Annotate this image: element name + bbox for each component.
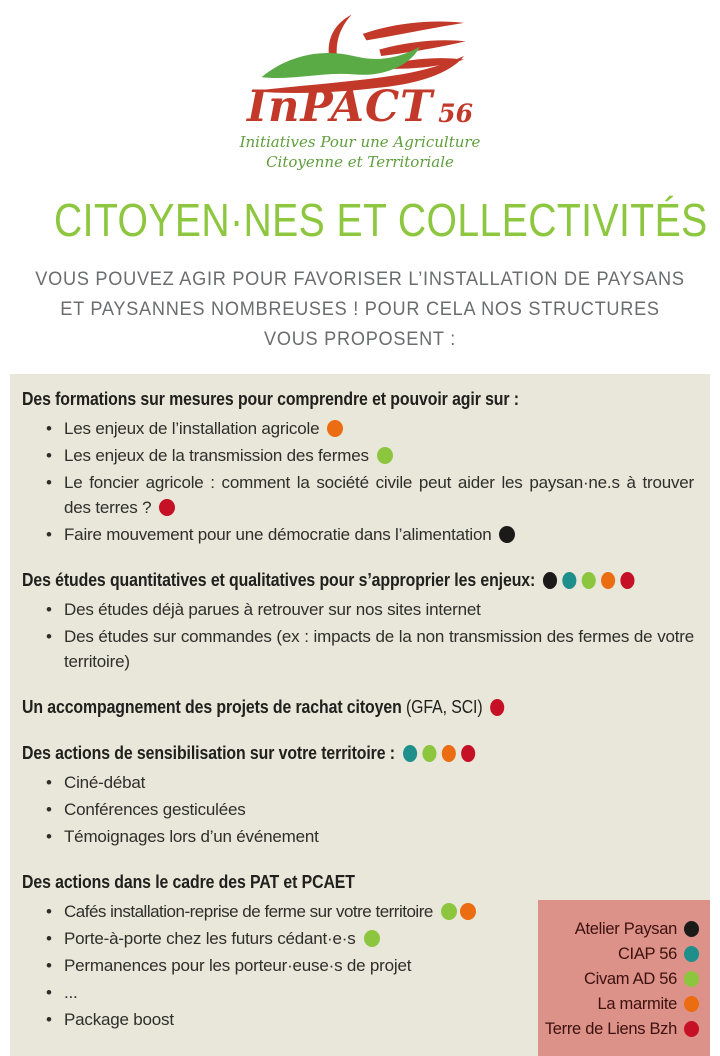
legend-box [538,900,710,1056]
red-dot [621,572,635,589]
list-item [22,624,696,674]
list-item-text: Les enjeux de la transmission des fermes [64,445,369,465]
logo-brand-text: InPACT [247,82,434,132]
teal-dot [684,946,699,962]
list-item-text: Des études sur commandes (ex : impacts de la non transmission des fermes de votre territoire) [64,626,694,671]
red-dot [461,745,475,762]
legend-label: Terre de Liens Bzh [544,1019,677,1038]
black-dot [684,921,699,937]
section-heading-text: Des études quantitatives et qualitatives pour s’approprier les enjeux: [22,569,536,590]
section-heading [22,567,615,593]
section-heading-text: Des actions de sensibilisation sur votre territoire : [22,742,395,763]
green-dot [364,930,380,947]
legend-item-atelier-paysan [544,917,699,942]
intro-text [0,264,720,354]
legend-item-ciap-56 [544,942,699,967]
section-heading [22,386,615,412]
bullet-list [22,770,696,849]
list-item-text: Cafés installation-reprise de ferme sur votre territoire [64,901,433,921]
list-item [22,416,696,441]
orange-dot [327,420,343,437]
legend-label: La marmite [597,994,677,1013]
section-heading [22,869,615,895]
legend-items [544,917,699,1042]
content-box [10,374,710,1056]
list-item-text: Package boost [64,1009,174,1029]
section-1 [22,386,696,547]
section-2 [22,567,696,674]
section-heading [22,694,615,720]
list-item-text: ... [64,982,78,1002]
intro-line-3: VOUS PROPOSENT : [264,327,456,350]
red-dot [159,499,175,516]
orange-dot [460,903,476,920]
header [0,0,720,173]
list-item [22,597,696,622]
red-dot [490,699,504,716]
list-item-text: Faire mouvement pour une démocratie dans l’alimentation [64,524,492,544]
green-dot [582,572,596,589]
list-item [22,797,696,822]
logo-tagline [0,132,720,173]
logo-number: 56 [438,99,473,128]
list-item-text: Témoignages lors d’un événement [64,826,319,846]
bullet-list [22,416,696,547]
legend-label: Atelier Paysan [574,919,677,938]
section-4 [22,740,696,849]
list-item [22,443,696,468]
list-item-text: Ciné-débat [64,772,146,792]
black-dot [543,572,557,589]
list-item [22,470,696,520]
list-item-text: Des études déjà parues à retrouver sur nos sites internet [64,599,481,619]
page-title: CITOYEN·NES ET COLLECTIVITÉS [54,193,708,246]
list-item-text: Conférences gesticulées [64,799,246,819]
list-item-text: Les enjeux de l’installation agricole [64,418,320,438]
green-dot [684,971,699,987]
green-dot [377,447,393,464]
list-item-text: Permanences pour les porteur·euse·s de projet [64,955,412,975]
list-item [22,824,696,849]
bullet-list [22,597,696,674]
intro-line-2: ET PAYSANNES NOMBREUSES ! POUR CELA NOS STRUCTURES [60,297,660,320]
section-3 [22,694,696,720]
list-item-text: Porte-à-porte chez les futurs cédant·e·s [64,928,356,948]
red-dot [684,1021,699,1037]
section-heading-suffix: (GFA, SCI) [401,696,483,717]
section-heading-text: Un accompagnement des projets de rachat citoyen [22,696,402,717]
logo-wordmark [0,82,720,132]
legend-label: Civam AD 56 [584,969,677,988]
green-dot [441,903,457,920]
logo-tagline-line1: Initiatives Pour une Agriculture [239,133,481,151]
intro-line-1: VOUS POUVEZ AGIR POUR FAVORISER L’INSTALLATION DE PAYSANS [35,267,685,290]
legend-item-terre-de-liens-bzh [544,1017,699,1042]
list-item-text: Le foncier agricole : comment la société civile peut aider les paysan·ne.s à trouver des terres ? [64,472,694,517]
black-dot [499,526,515,543]
teal-dot [403,745,417,762]
list-item [22,770,696,795]
orange-dot [442,745,456,762]
section-heading [22,740,615,766]
green-dot [422,745,436,762]
section-heading-text: Des actions dans le cadre des PAT et PCAET [22,871,355,892]
orange-dot [684,996,699,1012]
list-item [22,522,696,547]
logo-tagline-line2: Citoyenne et Territoriale [266,153,454,172]
legend-item-civam-ad-56 [544,967,699,992]
legend-label: CIAP 56 [617,944,677,963]
legend-item-la-marmite [544,992,699,1017]
section-heading-text: Des formations sur mesures pour comprendre et pouvoir agir sur : [22,388,519,409]
orange-dot [601,572,615,589]
teal-dot [562,572,576,589]
inpact-logo [0,0,720,173]
